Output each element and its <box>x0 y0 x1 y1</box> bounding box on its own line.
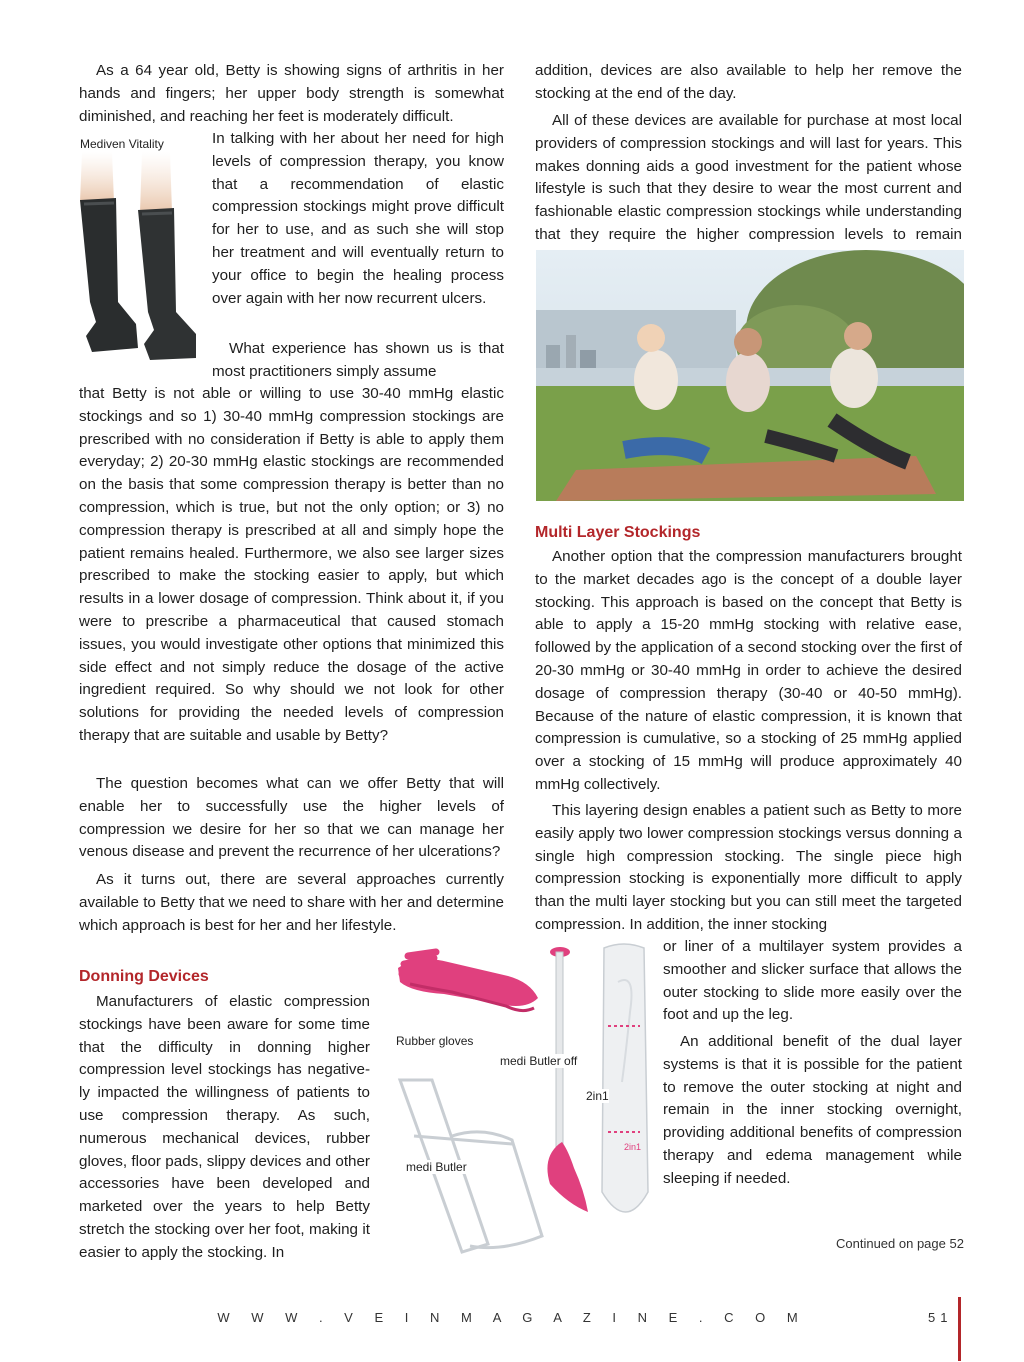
experience-paragraph-start: What experience has shown us is that most practitioners simply assume <box>212 340 504 380</box>
continued-on-page: Continued on page 52 <box>836 1236 964 1251</box>
medi-butler-caption: medi Butler <box>406 1160 467 1174</box>
intro-paragraph-wrap: In talking with her about her need for high levels of compression therapy, you know that a recommendation of elastic compression stockings might prove difficult for her to use, and as such she will stop her treatment and will eventually return to your office to begin the healing process over again with her now recurrent ulcers. <box>212 130 504 307</box>
multi-layer-heading: Multi Layer Stockings <box>535 524 701 541</box>
donning-devices-heading: Donning Devices <box>79 968 209 985</box>
layering-paragraph-wrap: or liner of a multilayer system provides a smoother and slicker surface that allows the outer stocking to slide more easily over the foot and up the leg. <box>663 938 962 1024</box>
page-accent-rule <box>958 1297 961 1361</box>
stocking-caption: Mediven Vitality <box>80 137 164 151</box>
two-in-one-label-mark: 2in1 <box>624 1142 642 1152</box>
approaches-paragraph: As it turns out, there are several approaches currently available to Betty that we need to share with her and determine which approach is best for her and her lifestyle. <box>79 871 504 934</box>
stocking-image <box>72 152 202 362</box>
rubber-gloves-caption: Rubber gloves <box>396 1034 474 1048</box>
experience-paragraph: that Betty is not able or willing to use 30-40 mmHg elastic stockings and so 1) 30-40 mmHg compression stockings are prescribed with no consideration if Betty is able to apply them everyday; 2) 20-30 mmHg elastic stockings are recommended on the basis that some compression therapy is better than no compression, which is true, but not the only option; or 3) no compression therapy is prescribed at all and simply hope the patient remains healed. Furthermore, we also see larger sizes prescribed to make the stocking easier to apply, but which results in a lower dosage of compression. Think about it, if you were to prescribe a pharmaceutical that caused stomach issues, you would investigate other options that minimized this side effect and not simply reduce the dosage of the active ingredient required. So why should we not look for other solutions for providing the needed levels of compression therapy that are suitable and usable by Betty? <box>79 385 504 744</box>
medi-butler-off-caption: medi Butler off <box>500 1054 578 1068</box>
layering-paragraph: This layering design enables a patient such as Betty to more easily apply two lower compression stockings versus donning a single high compression stocking. The single piece high compression stocking is exponentially more difficult to apply than the multi layer stocking but you can still meet the targeted compression. In addition, the inner stocking <box>535 802 962 933</box>
availability-paragraph: All of these devices are available for purchase at most local providers of compression stockings and will last for years. This makes donning aids a good investment for the patient whose lifestyle is such that they desire to wear the most current and fashionable elastic compression stockings while understanding that they require the higher compression levels to remain <box>535 112 962 243</box>
donning-devices-paragraph: Manufacturers of elastic compression stockings have been aware for some time that the difficulty in donning higher compression level stockings has negative-ly impacted the willingness of patients to use compression therapy. As such, numerous mechanical devices, rubber gloves, floor pads, slippy devices and other accessories have been developed and marketed over the years to help Betty stretch the stocking over her foot, making it easier to apply the stocking. In <box>79 993 370 1261</box>
page-number: 51 <box>928 1310 953 1325</box>
intro-paragraph: As a 64 year old, Betty is showing signs of arthritis in her hands and fingers; her upper body strength is somewhat diminished, and reaching her feet is moderately difficult. <box>79 62 504 125</box>
picnic-photo <box>536 250 964 501</box>
magazine-url: W W W . V E I N M A G A Z I N E . C O M <box>217 1310 807 1325</box>
rubber-gloves-image <box>388 948 548 1028</box>
removal-paragraph: addition, devices are also available to help her remove the stocking at the end of the day. <box>535 62 962 102</box>
two-in-one-image <box>596 942 652 1234</box>
two-in-one-caption: 2in1 <box>586 1089 609 1103</box>
question-paragraph: The question becomes what can we offer Betty that will enable her to successfully use the higher levels of compression we desire for her so that we can manage her venous disease and prevent the recurrence of her ulcerations? <box>79 775 504 861</box>
multi-layer-paragraph: Another option that the compression manufacturers brought to the market decades ago is the concept of a double layer stocking. This approach is based on the concept that Betty is able to apply a 15-20 mmHg stocking with relative ease, followed by the application of a second stocking over the first of 20-30 mmHg or 30-40 mmHg in order to achieve the desired dosage of compression therapy (30-40 or 40-50 mmHg). Because of the nature of elastic compression, it is known that compression is cumulative, so a stocking of 25 mmHg applied over a stocking of 15 mmHg will produce approximately 40 mmHg collectively. <box>535 548 962 793</box>
dual-layer-benefit-paragraph: An additional benefit of the dual layer systems is that it is possible for the patient to remove the outer stocking at night and remain in the inner stocking overnight, providing additional benefits of compression therapy and edema management while sleeping if needed. <box>663 1033 962 1187</box>
medi-butler-off-image <box>538 944 598 1216</box>
